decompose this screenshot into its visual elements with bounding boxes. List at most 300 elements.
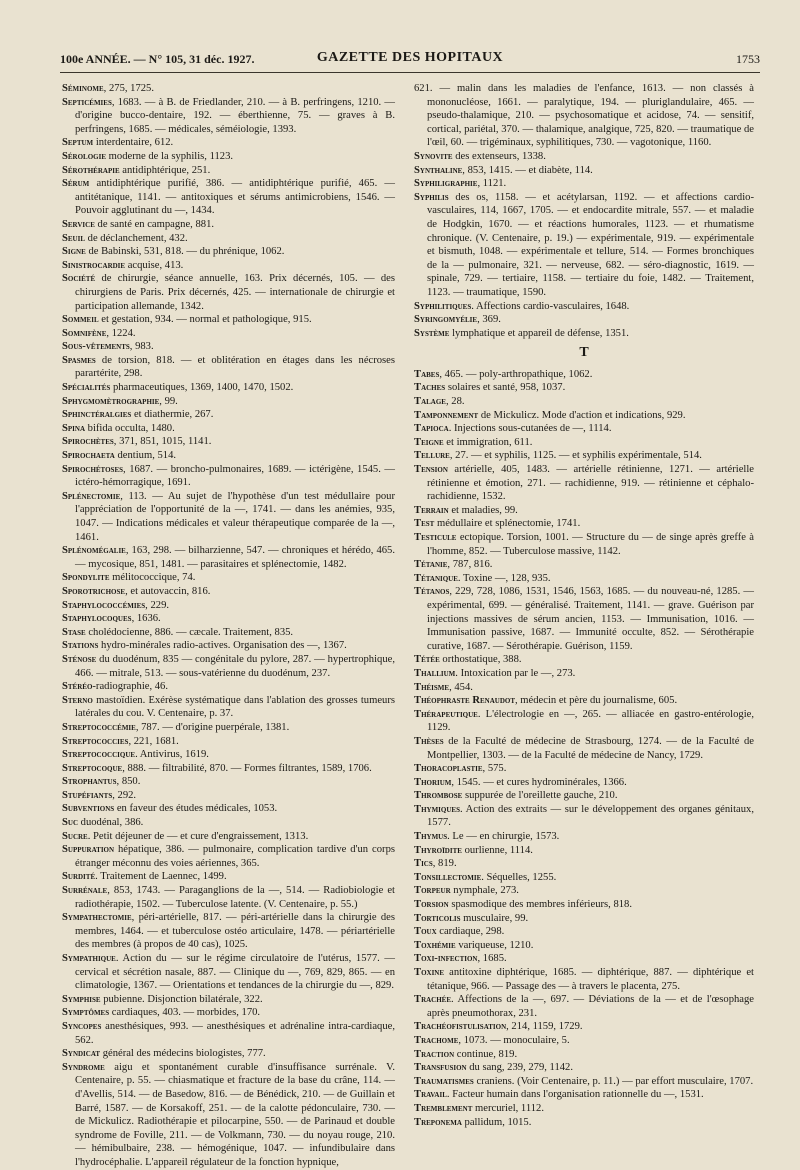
index-entry-headword: Trachée — [414, 994, 452, 1006]
index-entry — [62, 177, 395, 218]
index-entry-text: de Mickulicz. Mode d'action et indications, 929. — [478, 409, 686, 421]
index-entry-headword: Syringomyélie — [414, 314, 478, 326]
section-letter: T — [579, 345, 589, 361]
issue-info: 100e ANNÉE. — N° 105, 31 déc. 1927. — [60, 52, 255, 66]
index-entry-headword: Spécialités — [62, 382, 111, 394]
index-entry-text: antidiphtérique, 251. — [119, 164, 211, 176]
index-entry-headword: Torticolis — [414, 912, 461, 924]
index-entry — [414, 844, 754, 858]
index-entry-headword: Surdité — [62, 871, 96, 883]
index-entry-text: . Affections de la —, 697. — Déviations de la — et de l'œsophage après pneumothorax, 231. — [427, 994, 754, 1019]
index-entry-text: , 221, 1681. — [128, 735, 179, 747]
index-entry — [62, 748, 395, 762]
index-entry — [62, 789, 395, 803]
index-entry — [62, 218, 395, 232]
index-entry-text: , 575. — [482, 763, 507, 775]
index-entry-headword: Strophantus — [62, 776, 117, 788]
index-entry-headword: Stations — [62, 640, 99, 652]
index-entry-text: de chirurgie, séance annuelle, 163. Prix décernés, 105. — des chirurgiens de Paris. Prix décernés, 425. — internationale de chirurgie et participation allemande, 1342. — [75, 273, 395, 312]
index-entry — [62, 585, 395, 599]
index-entry-headword: Syphilis — [414, 191, 449, 203]
index-entry — [414, 517, 754, 531]
index-entry-headword: Théisme — [414, 681, 450, 693]
index-entry-headword: Traumatismes — [414, 1075, 474, 1087]
index-entry — [62, 639, 395, 653]
index-entry-headword: Tamponnement — [414, 409, 479, 421]
index-entry-headword: Surrénale — [62, 885, 108, 897]
index-entry-headword: Synovite — [414, 150, 453, 162]
index-entry-text: , 454. — [449, 681, 473, 693]
index-entry-text: mastoïdien. Exérèse systématique dans l'ablation des grosses tumeurs latérales du cou. V. Centenaire, p. 37. — [75, 694, 395, 720]
index-entry-text: 621. — malin dans les maladies de l'enfance, 1613. — non classés à mononucléose, 1661. — paralytique, 194. — pluriglandulaire, 465. — pseudo-thalamique, 210. — psychosomatique et acidose, 74. — sensitif, cortical, pariétal, 370. — thalamique, analgique, 725, 820. — traumatique de l'œil, 60. — trigéminaux, syphilitiques, 730. — vagotonique, 1160. — [414, 83, 754, 149]
index-entry-text: . Action des extraits — sur le développement des organes génitaux, 1577. — [427, 803, 754, 829]
index-entry-text: , 163, 298. — bilharzienne, 547. — chroniques et hérédo, 465. — mycosique, 851, 1481. — parasitaires et splénectomie, 1482. — [75, 545, 395, 570]
index-entry — [62, 653, 395, 680]
index-entry — [62, 82, 395, 96]
index-entry-headword: Symphise — [62, 993, 101, 1005]
index-entry — [62, 96, 395, 137]
index-entry-text: hydro-minérales radio-actives. Organisation des —, 1367. — [98, 640, 347, 652]
index-entry — [62, 911, 395, 952]
index-entry-text: , 983. — [129, 341, 154, 353]
index-entry-text: des extenseurs, 1338. — [452, 150, 546, 162]
index-entry-headword: Staphylocoques — [62, 613, 132, 625]
index-entry-text: , 28. — [445, 396, 465, 408]
index-entry-text: -radiographie, 46. — [92, 681, 169, 693]
index-entry-text: de Babinski, 531, 818. — du phrénique, 1062. — [85, 246, 285, 258]
index-entry-text: ectopique. Torsion, 1001. — Structure du — de singe après greffe à l'homme, 852. — Tuberculose massive, 1142. — [427, 532, 754, 557]
index-entry — [62, 544, 395, 571]
index-entry-headword: Sommeil — [62, 314, 99, 326]
index-entry — [62, 232, 395, 246]
index-entry-headword: Thymiques — [414, 803, 460, 815]
index-entry-text: , 229, 728, 1086, 1531, 1546, 1563, 1685. — du nouveau-né, 1285. — expérimental, 699. — généralisé. Traitement, 1141. — grave. Guérison par injections massives de sérum ancien, 1153. — Immunisation, 1016. — Immunisation passive, 1687. — Immunité occulte, 852. — Sérothérapie curative, 1687. — Sérothérapie. Guérison, 1159. — [427, 586, 754, 652]
index-entry-headword: Sucre — [62, 830, 88, 842]
index-entry-headword: Thyroïdite — [414, 844, 462, 856]
index-entry — [62, 884, 395, 911]
index-entry — [62, 870, 395, 884]
index-entry-text: , 1224. — [106, 327, 136, 339]
index-entry — [414, 898, 754, 912]
index-entry-headword: Tonsillectomie — [414, 871, 482, 883]
index-entry — [62, 680, 395, 694]
index-entry-text: musculaire, 99. — [460, 912, 529, 924]
index-entry-headword: Spirochètes — [62, 436, 114, 448]
index-entry-headword: Seuil — [62, 232, 86, 244]
index-entry-headword: Thymus — [414, 831, 448, 843]
index-entry — [414, 857, 754, 871]
index-entry — [62, 721, 395, 735]
index-entry-text: . L'électrologie en —, 265. — alliacée en gastro-entérologie, 1129. — [427, 708, 754, 734]
index-entry-headword: Thoracoplastie — [414, 763, 483, 775]
index-entry-text: et immigration, 611. — [443, 436, 533, 448]
index-entry — [414, 313, 754, 327]
index-entry-headword: Tapioca — [414, 423, 449, 435]
index-entry-headword: Signe — [62, 246, 86, 258]
index-entry-headword: Spina — [62, 422, 86, 434]
index-entry-text: de torsion, 818. — et oblitération en étages dans les nécroses parartérite, 298. — [75, 354, 395, 380]
index-entry-headword: Société — [62, 273, 96, 285]
index-entry — [414, 177, 754, 191]
index-entry — [414, 1088, 754, 1102]
index-entry-text: moderne de la syphilis, 1123. — [106, 150, 234, 162]
index-entry — [414, 82, 754, 150]
index-entry — [414, 1061, 754, 1075]
index-entry-text: . Toxine —, 128, 935. — [457, 572, 551, 584]
index-entry-headword: Théophraste Renaudot — [414, 695, 515, 707]
index-entry-headword: Thérapeutique — [414, 708, 478, 720]
index-entry — [414, 694, 754, 708]
index-entry-headword: Teigne — [414, 436, 444, 448]
index-entry — [414, 585, 754, 653]
index-entry-headword: Sérothérapie — [62, 164, 120, 176]
index-entry-text: , 465. — poly-arthropathique, 1062. — [439, 368, 593, 380]
index-entry-text: . Facteur humain dans l'organisation rationnelle du —, 1531. — [446, 1089, 704, 1101]
index-entry-headword: Torpeur — [414, 885, 451, 897]
index-entry — [62, 775, 395, 789]
index-entry-headword: Talage — [414, 396, 446, 408]
index-entry-text: , péri-artérielle, 817. — péri-artérielle dans la chirurgie des membres, 1464. — et tuberculose ostéo articulaire, 1478. — périartérielle des membres (à propos de 40 cas), 1025. — [75, 912, 395, 951]
index-entry-text: , 1683. — à B. de Friedlander, 210. — à B. perfringens, 1210. — d'origine bucco-dentaire, 192. — éberthienne, 75. — graves à B. perfringens, 1685. — médicales, séméiologie, 1393. — [75, 96, 395, 135]
index-entry-headword: Treponema — [414, 1116, 462, 1128]
index-entry-text: et diathermie, 267. — [131, 409, 214, 421]
index-entry-text: médullaire et splénectomie, 1741. — [434, 518, 581, 530]
index-entry — [414, 993, 754, 1020]
index-entry-headword: Sphinctéralgies — [62, 409, 132, 421]
index-entry-headword: Sphygmomètrographie — [62, 395, 160, 407]
index-entry-headword: Sporotrichose — [62, 585, 126, 597]
index-entry — [62, 612, 395, 626]
index-entry — [414, 1116, 754, 1130]
index-entry-text: mélitococcique, 74. — [109, 572, 196, 584]
index-entry-headword: Staphylococcémies — [62, 599, 146, 611]
index-entry-text: duodénal, 386. — [78, 817, 144, 829]
index-entry-text: , 1685. — [477, 953, 507, 965]
index-entry-text: solaires et santé, 958, 1037. — [445, 382, 566, 394]
index-entry-headword: Synthaline — [414, 164, 463, 176]
index-entry-text: , médecin et père du journalisme, 605. — [515, 695, 678, 707]
index-entry-text: du sang, 239, 279, 1142. — [466, 1062, 574, 1074]
index-entry — [414, 803, 754, 830]
index-entry — [414, 1075, 754, 1089]
index-entry-headword: Toxine — [414, 967, 445, 978]
index-entry — [62, 395, 395, 409]
index-entry — [414, 504, 754, 518]
index-entry-headword: Spirochaeta — [62, 450, 115, 462]
index-entry-headword: Sérum — [62, 178, 90, 190]
index-entry — [414, 422, 754, 436]
index-entry-text: . Petit déjeuner de — et cure d'engraissement, 1313. — [87, 830, 309, 842]
index-entry — [62, 245, 395, 259]
index-column-right-bottom — [414, 368, 754, 1129]
index-entry-headword: Thèses — [414, 735, 444, 747]
index-entry-text: mercuriel, 1112. — [472, 1102, 544, 1114]
index-entry — [414, 939, 754, 953]
index-entry-text: , 850. — [116, 776, 141, 788]
index-entry — [414, 966, 754, 993]
index-entry — [62, 762, 395, 776]
index-entry — [414, 368, 754, 382]
index-entry — [62, 327, 395, 341]
page-number: 1753 — [736, 52, 760, 66]
index-entry-headword: Trachéofistulisation — [414, 1021, 507, 1033]
index-entry-text: de la Faculté de médecine de Strasbourg, 1274. — de la Faculté de Montpellier, 1303. — de la Faculté de médecine de Nancy, 1729. — [427, 735, 754, 761]
index-entry — [62, 136, 395, 150]
index-entry-headword: Tabes — [414, 368, 440, 380]
index-entry-headword: Torsion — [414, 899, 449, 911]
index-entry — [414, 653, 754, 667]
index-entry-text: , 1073. — monoculaire, 5. — [458, 1034, 570, 1046]
index-entry — [414, 531, 754, 558]
index-entry-text: dentium, 514. — [114, 450, 177, 462]
index-entry-text: , 1687. — broncho-pulmonaires, 1689. — ictérigène, 1545. — ictéro-hémorragique, 1691. — [75, 463, 395, 489]
index-entry-headword: Stase — [62, 626, 86, 638]
index-entry-text: nymphale, 273. — [450, 885, 519, 897]
index-entry-text: , 853, 1743. — Paraganglions de la —, 514. — Radiobiologie et radiothérapie, 1502. — Tuberculose latente. (V. Centenaire, p. 55.) — [75, 885, 395, 910]
index-entry-text: ourlienne, 1114. — [461, 844, 533, 856]
index-entry-text: antitoxine diphtérique, 1685. — diphtérique, 887. — diphtérique et tétanique, 966. — Passage des — à travers le placenta, 275. — [427, 967, 754, 992]
index-entry — [414, 708, 754, 735]
index-entry-headword: Transfusion — [414, 1062, 467, 1074]
index-entry — [414, 762, 754, 776]
index-entry-text: , 787. — d'origine puerpérale, 1381. — [135, 721, 290, 733]
index-entry — [414, 667, 754, 681]
index-entry-text: et maladies, 99. — [448, 504, 518, 516]
index-entry-text: . Traitement de Laennec, 1499. — [95, 871, 227, 883]
index-entry — [62, 340, 395, 354]
index-entry — [62, 435, 395, 449]
index-entry-text: . Injections sous-cutanées de —, 1114. — [448, 423, 612, 435]
index-entry-headword: Streptococcique — [62, 749, 136, 761]
index-entry-text: , 229. — [145, 599, 170, 611]
index-entry-headword: Toux — [414, 926, 437, 938]
index-entry-text: continue, 819. — [454, 1048, 518, 1060]
index-entry — [414, 381, 754, 395]
index-entry-headword: Sténose — [62, 653, 97, 665]
index-entry-text: . Affections cardio-vasculaires, 1648. — [471, 300, 630, 312]
index-entry-headword: Tellure — [414, 450, 450, 462]
index-entry-headword: Streptococcies — [62, 735, 129, 747]
index-entry — [414, 436, 754, 450]
index-entry-headword: Spirochétoses — [62, 463, 124, 475]
index-entry — [62, 802, 395, 816]
index-entry-text: . Action du — sur le régime circulatoire de l'utérus, 1577. — cervical et sécrétion nasale, 887. — Clinique du —, 769, 829, 865. — en climatologie, 1367. — Orientations et tendances de la chirurgie du —, 829. — [75, 953, 395, 992]
index-entry — [62, 993, 395, 1007]
index-entry-text: cardiaques, 403. — morbides, 170. — [109, 1007, 261, 1019]
index-entry-text: lymphatique et appareil de défense, 1351. — [449, 327, 629, 339]
index-entry — [414, 925, 754, 939]
index-entry-headword: Toxi-infection — [414, 953, 478, 965]
index-entry — [414, 191, 754, 300]
index-entry — [414, 789, 754, 803]
index-entry-headword: Sérologie — [62, 150, 107, 162]
index-entry-text: , et autovaccin, 816. — [125, 585, 211, 597]
index-entry-headword: Sterno — [62, 694, 93, 706]
page-header — [60, 50, 760, 73]
index-entry-headword: Traction — [414, 1048, 455, 1060]
index-entry — [414, 1034, 754, 1048]
index-entry — [62, 449, 395, 463]
index-entry-text: du duodénum, 835 — congénitale du pylore, 287. — hypertrophique, 466. — mitrale, 513. — sous-vatérienne du duodénum, 237. — [75, 653, 395, 679]
journal-title: GAZETTE DES HOPITAUX — [316, 50, 504, 65]
index-entry-text: , 888. — filtrabilité, 870. — Formes filtrantes, 1589, 1706. — [122, 762, 372, 774]
index-entry — [414, 776, 754, 790]
index-entry-headword: Spondylite — [62, 572, 110, 584]
index-entry-text: pubienne. Disjonction bilatérale, 322. — [100, 993, 263, 1005]
index-entry — [62, 381, 395, 395]
index-entry — [414, 300, 754, 314]
index-entry-headword: Sympathique — [62, 953, 116, 964]
index-entry — [414, 395, 754, 409]
index-entry-text: anesthésiques, 993. — anesthésiques et adrénaline intra-cardiaque, 562. — [75, 1020, 395, 1046]
index-entry-headword: Splénomégalie — [62, 545, 126, 557]
index-entry-text: hépatique, 386. — pulmonaire, complication tardive d'un corps étranger méconnu des voies aériennes, 365. — [75, 844, 395, 869]
index-entry — [414, 150, 754, 164]
index-entry — [62, 354, 395, 381]
index-entry-headword: Tétanique — [414, 572, 458, 584]
index-entry-text: , 113. — Au sujet de l'hypothèse d'un test médullaire pour l'appréciation de l'opportunité de la —, 1741. — dans les anémies, 935, 1047. — Indications médicales et valeur thérapeutique comparée de la —, 1461. — [75, 490, 395, 543]
index-entry-headword: Tremblement — [414, 1102, 473, 1114]
index-entry — [414, 952, 754, 966]
index-entry — [414, 1102, 754, 1116]
index-entry-text: en faveur des études médicales, 1053. — [114, 803, 278, 815]
index-entry — [62, 694, 395, 721]
index-entry-text: pharmaceutiques, 1369, 1400, 1470, 1502. — [110, 382, 294, 394]
index-entry — [414, 1020, 754, 1034]
index-entry-headword: Thorium — [414, 776, 452, 788]
index-entry-headword: Streptococcémie — [62, 721, 136, 733]
index-column-right-top — [414, 82, 754, 340]
index-entry-text: , 99. — [159, 395, 178, 407]
index-entry — [62, 272, 395, 313]
index-entry — [62, 164, 395, 178]
index-entry — [414, 681, 754, 695]
index-entry-text: et gestation, 934. — normal et pathologique, 915. — [98, 314, 312, 326]
index-entry-headword: Septum — [62, 137, 94, 149]
index-entry-text: acquise, 413. — [125, 259, 184, 271]
index-entry-text: aigu et spontanément curable d'insuffisance surrénale. V. Centenaire, p. 55. — chiasmatique et fracture de la base du crâne, 114. — d'Avellis, 514. — de Basedow, 816. — de Bénédick, 210. — de Guillain et Barré, 1587. — de Korsakoff, 251. — de la calotte pédonculaire, 730. — de Mickulicz. Radiothérapie et pilocarpine, 550. — de Parinaud et double syndrome de Foville, 211. — de Volkmann, 730. — du noyau rouge, 210. — hémibulbaire, 238. — hémogénique, 1047. — infundibulaire dans l'hydrocéphalie. L'appareil régulateur de la fonction hypnique, — [75, 1061, 395, 1168]
index-entry — [414, 871, 754, 885]
index-entry-headword: Sympathectomie — [62, 912, 132, 924]
index-entry-text: , 787, 816. — [447, 559, 493, 571]
index-entry-headword: Sinistrocardie — [62, 259, 126, 271]
index-entry-text: de déclanchement, 432. — [85, 232, 188, 244]
index-entry-text: craniens. (Voir Centenaire, p. 11.) — par effort musculaire, 1707. — [473, 1075, 754, 1087]
index-entry-text: pallidum, 1015. — [461, 1116, 532, 1128]
index-entry-headword: Sous-vêtements — [62, 341, 130, 353]
index-entry — [62, 463, 395, 490]
index-entry-headword: Spasmes — [62, 354, 96, 366]
index-entry-text: , 819. — [432, 858, 457, 870]
index-entry-headword: Tétanos — [414, 586, 450, 598]
index-entry — [62, 1006, 395, 1020]
index-entry-text: antidiphtérique purifié, 386. — antidiphtérique purifié, 465. — antitétanique, 1141. — antitoxiques et sérums antimicrobiens, 1546. — Pouvoir agglutinant du —, 1434. — [75, 178, 395, 217]
index-entry — [62, 422, 395, 436]
index-entry-text: . Le — en chirurgie, 1573. — [447, 831, 560, 843]
index-entry-headword: Subventions — [62, 803, 115, 815]
index-entry — [62, 150, 395, 164]
index-entry — [62, 1061, 395, 1170]
index-entry-text: suppurée de l'oreillette gauche, 210. — [462, 790, 618, 802]
index-entry-headword: Toxhémie — [414, 939, 456, 951]
index-entry-text: cardiaque, 298. — [436, 926, 505, 938]
index-entry — [62, 952, 395, 993]
index-entry — [62, 1020, 395, 1047]
index-entry — [414, 830, 754, 844]
index-entry — [62, 259, 395, 273]
index-entry-headword: Thrombose — [414, 790, 463, 802]
index-entry — [414, 1048, 754, 1062]
index-entry-text: artérielle, 405, 1483. — artérielle rétinienne, 1271. — artérielle rétinienne et émotion, 271. — rachidienne, 919. — rétinienne et céphalo-rachidienne, 1532. — [427, 464, 754, 503]
index-entry-text: , 369. — [477, 314, 501, 326]
index-entry-headword: Tétanie — [414, 559, 448, 571]
index-entry — [414, 164, 754, 178]
index-entry-headword: Septicémies — [62, 96, 112, 108]
index-entry-headword: Service — [62, 218, 95, 230]
index-entry-headword: Stupéfiants — [62, 789, 113, 801]
index-entry-text: , 27. — et syphilis, 1125. — et syphilis expérimentale, 514. — [449, 450, 702, 462]
index-entry-text: . Séquelles, 1255. — [481, 871, 557, 883]
index-entry-headword: Splénectomie — [62, 490, 121, 502]
index-entry-text: , 371, 851, 1015, 1141. — [113, 436, 212, 448]
index-entry-headword: Syphilitiques — [414, 300, 472, 312]
index-entry — [414, 884, 754, 898]
index-entry — [414, 572, 754, 586]
index-entry-headword: Symptômes — [62, 1007, 110, 1019]
index-entry — [414, 327, 754, 341]
index-entry-headword: Suppuration — [62, 844, 115, 856]
index-entry — [62, 830, 395, 844]
index-entry-text: interdentaire, 612. — [93, 137, 174, 149]
index-entry-headword: Streptocoque — [62, 762, 123, 774]
index-entry-headword: Tics — [414, 858, 433, 870]
index-entry-text: de santé en campagne, 881. — [94, 218, 215, 230]
index-entry-text: général des médecins biologistes, 777. — [100, 1048, 266, 1060]
index-entry-headword: Thallium — [414, 667, 456, 679]
index-entry-text: , 275, 1725. — [103, 83, 154, 94]
index-entry-text: , 292. — [112, 789, 137, 801]
index-entry-headword: Système — [414, 327, 450, 339]
index-entry-text: variqueuse, 1210. — [455, 939, 534, 951]
index-entry — [62, 571, 395, 585]
index-entry-headword: Tension — [414, 464, 448, 476]
index-entry — [62, 626, 395, 640]
index-entry-text: des os, 1158. — et acétylarsan, 1192. — et affections cardio-vasculaires, 114, 1667, 1705. — et endocardite mitrale, 557. — et maladie de Hodgkin, 1670. — et réactions humorales, 1123. — et rhumatisme chronique. (V. Centenaire, p. 19.) — expérimentale, 919. — expérimentale et bismuth, 1048. — expérimentale et tellure, 514. — Formes bronchiques de la — pulmonaire, 321. — nerveuse, 682. — séro-diagnostic, 1619. — spinale, 729. — tertiaire, 1158. — tertiaire du foie, 1482. — Traitement, 1123. — traumatique, 1590. — [427, 191, 754, 298]
index-entry — [62, 816, 395, 830]
index-entry — [414, 558, 754, 572]
index-entry-text: bifida occulta, 1480. — [85, 422, 175, 434]
index-entry-text: orthostatique, 388. — [439, 654, 522, 666]
index-entry-headword: Stéréo — [62, 681, 93, 693]
index-entry — [62, 843, 395, 870]
index-entry — [62, 490, 395, 544]
index-entry — [414, 409, 754, 423]
index-entry-headword: Test — [414, 518, 435, 530]
index-entry-text: . Antivirus, 1619. — [135, 749, 209, 761]
index-column-right — [414, 82, 754, 1129]
index-entry-text: , 214, 1159, 1729. — [506, 1021, 583, 1033]
index-entry-text: cholédocienne, 886. — cæcale. Traitement, 835. — [85, 626, 294, 638]
index-entry-text: , 1545. — et cures hydrominérales, 1366. — [451, 776, 627, 788]
index-entry — [62, 735, 395, 749]
index-entry — [62, 1047, 395, 1061]
index-entry — [414, 735, 754, 762]
index-entry-text: , 1121. — [477, 178, 507, 190]
index-entry — [62, 408, 395, 422]
index-entry-headword: Testicule — [414, 532, 457, 543]
index-entry-headword: Syncopes — [62, 1020, 102, 1032]
index-column-left — [62, 82, 395, 1170]
